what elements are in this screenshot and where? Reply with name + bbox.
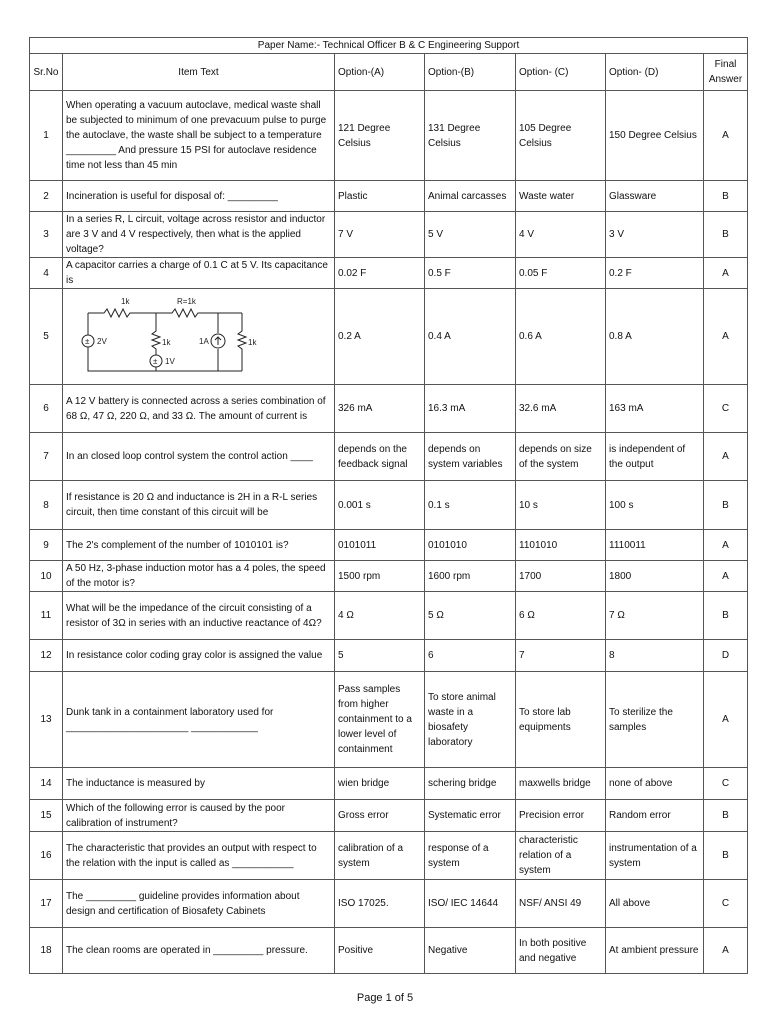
sr-cell: 13: [30, 672, 63, 768]
option-a-cell: 5: [335, 640, 425, 672]
option-b-cell: response of a system: [425, 832, 516, 880]
option-d-cell: 150 Degree Celsius: [606, 91, 704, 181]
question-row: [30, 481, 748, 530]
question-row: [30, 928, 748, 974]
circuit-i1-label: 1A: [199, 336, 209, 346]
sr-cell: 4: [30, 258, 63, 289]
final-answer-cell: D: [704, 640, 748, 672]
item-text-cell: The _________ guideline provides information about design and certification of Biosafety Cabinets: [63, 880, 335, 928]
option-c-cell: 0.05 F: [516, 258, 606, 289]
option-c-cell: 7: [516, 640, 606, 672]
item-text-cell: A 12 V battery is connected across a series combination of 68 Ω, 47 Ω, 220 Ω, and 33 Ω. The amount of current is: [63, 385, 335, 433]
question-row: [30, 768, 748, 800]
page-footer: Page 1 of 5: [356, 992, 414, 1004]
question-row: [30, 832, 748, 880]
option-c-cell: 4 V: [516, 212, 606, 258]
question-row: [30, 433, 748, 481]
option-b-cell: 16.3 mA: [425, 385, 516, 433]
sr-cell: 9: [30, 530, 63, 561]
option-b-cell: 0101010: [425, 530, 516, 561]
option-d-cell: Glassware: [606, 181, 704, 212]
question-row: [30, 592, 748, 640]
option-d-cell: All above: [606, 880, 704, 928]
option-a-cell: 0.2 A: [335, 289, 425, 385]
final-answer-cell: A: [704, 289, 748, 385]
item-text-cell: The characteristic that provides an output with respect to the relation with the input is called as ___________: [63, 832, 335, 880]
option-d-cell: none of above: [606, 768, 704, 800]
final-answer-cell: A: [704, 928, 748, 974]
item-text-cell: When operating a vacuum autoclave, medical waste shall be subjected to minimum of one prevacuum pulse to purge the autoclave, the waste shall be subject to a temperature _________ And pressure 15 PSI for autoclave residence time not less than 45 min: [63, 91, 335, 181]
option-a-cell: Positive: [335, 928, 425, 974]
option-d-cell: At ambient pressure: [606, 928, 704, 974]
option-d-cell: is independent of the output: [606, 433, 704, 481]
sr-cell: 8: [30, 481, 63, 530]
item-text-cell: Incineration is useful for disposal of: _________: [63, 181, 335, 212]
item-text-cell: In an closed loop control system the control action ____: [63, 433, 335, 481]
option-c-cell: To store lab equipments: [516, 672, 606, 768]
option-a-cell: depends on the feedback signal: [335, 433, 425, 481]
option-a-cell: 326 mA: [335, 385, 425, 433]
circuit-r1-label: 1k: [121, 296, 130, 306]
option-c-cell: Waste water: [516, 181, 606, 212]
question-row: [30, 880, 748, 928]
question-row: [30, 181, 748, 212]
option-b-cell: depends on system variables: [425, 433, 516, 481]
option-b-cell: 1600 rpm: [425, 561, 516, 592]
sr-cell: 5: [30, 289, 63, 385]
question-row: [30, 530, 748, 561]
option-d-cell: 100 s: [606, 481, 704, 530]
option-c-cell: 105 Degree Celsius: [516, 91, 606, 181]
item-text-cell: Which of the following error is caused by the poor calibration of instrument?: [63, 800, 335, 832]
option-a-cell: 121 Degree Celsius: [335, 91, 425, 181]
svg-text:±: ±: [153, 356, 158, 366]
option-a-cell: 4 Ω: [335, 592, 425, 640]
option-d-cell: 163 mA: [606, 385, 704, 433]
header-sr-no: Sr.No: [30, 54, 63, 91]
sr-cell: 17: [30, 880, 63, 928]
option-d-cell: 0.8 A: [606, 289, 704, 385]
option-d-cell: instrumentation of a system: [606, 832, 704, 880]
question-row: [30, 212, 748, 258]
item-text-cell: The clean rooms are operated in _________ pressure.: [63, 928, 335, 974]
final-answer-cell: A: [704, 672, 748, 768]
option-a-cell: 7 V: [335, 212, 425, 258]
final-answer-cell: A: [704, 433, 748, 481]
final-answer-cell: C: [704, 880, 748, 928]
sr-cell: 12: [30, 640, 63, 672]
final-answer-cell: A: [704, 561, 748, 592]
sr-cell: 1: [30, 91, 63, 181]
option-d-cell: Random error: [606, 800, 704, 832]
option-b-cell: 0.4 A: [425, 289, 516, 385]
option-a-cell: calibration of a system: [335, 832, 425, 880]
final-answer-cell: A: [704, 530, 748, 561]
circuit-r4-label: 1k: [248, 337, 257, 347]
option-c-cell: 32.6 mA: [516, 385, 606, 433]
option-a-cell: 0101011: [335, 530, 425, 561]
option-c-cell: depends on size of the system: [516, 433, 606, 481]
option-a-cell: Plastic: [335, 181, 425, 212]
option-d-cell: To sterilize the samples: [606, 672, 704, 768]
option-d-cell: 1110011: [606, 530, 704, 561]
option-b-cell: 5 Ω: [425, 592, 516, 640]
final-answer-cell: C: [704, 768, 748, 800]
item-text-cell: If resistance is 20 Ω and inductance is 2H in a R-L series circuit, then time constant of this circuit will be: [63, 481, 335, 530]
final-answer-cell: B: [704, 800, 748, 832]
final-answer-cell: B: [704, 832, 748, 880]
svg-text:±: ±: [85, 336, 90, 346]
option-c-cell: 1101010: [516, 530, 606, 561]
header-option-d: Option- (D): [606, 54, 704, 91]
option-b-cell: ISO/ IEC 14644: [425, 880, 516, 928]
question-row: [30, 258, 748, 289]
option-d-cell: 3 V: [606, 212, 704, 258]
item-text-cell: [63, 289, 335, 385]
option-c-cell: 0.6 A: [516, 289, 606, 385]
option-b-cell: 5 V: [425, 212, 516, 258]
item-text-cell: What will be the impedance of the circuit consisting of a resistor of 3Ω in series with an inductive reactance of 4Ω?: [63, 592, 335, 640]
circuit-v1-label: 2V: [97, 336, 107, 346]
sr-cell: 3: [30, 212, 63, 258]
option-a-cell: Pass samples from higher containment to a lower level of containment: [335, 672, 425, 768]
item-text-cell: Dunk tank in a containment laboratory used for ______________________ ____________: [63, 672, 335, 768]
sr-cell: 14: [30, 768, 63, 800]
final-answer-cell: A: [704, 91, 748, 181]
final-answer-cell: B: [704, 592, 748, 640]
option-b-cell: Systematic error: [425, 800, 516, 832]
item-text-cell: In resistance color coding gray color is assigned the value: [63, 640, 335, 672]
item-text-cell: In a series R, L circuit, voltage across resistor and inductor are 3 V and 4 V respectively, then what is the applied voltage?: [63, 212, 335, 258]
header-option-a: Option-(A): [335, 54, 425, 91]
option-b-cell: schering bridge: [425, 768, 516, 800]
question-row: [30, 640, 748, 672]
sr-cell: 7: [30, 433, 63, 481]
circuit-r3-label: 1k: [162, 337, 171, 347]
option-c-cell: NSF/ ANSI 49: [516, 880, 606, 928]
option-d-cell: 0.2 F: [606, 258, 704, 289]
item-text-cell: A 50 Hz, 3-phase induction motor has a 4 poles, the speed of the motor is?: [63, 561, 335, 592]
header-option-c: Option- (C): [516, 54, 606, 91]
question-row: [30, 800, 748, 832]
question-table: [29, 37, 748, 974]
option-a-cell: wien bridge: [335, 768, 425, 800]
circuit-v2-label: 1V: [165, 356, 175, 366]
sr-cell: 2: [30, 181, 63, 212]
option-b-cell: 6: [425, 640, 516, 672]
option-b-cell: To store animal waste in a biosafety laboratory: [425, 672, 516, 768]
question-row: [30, 289, 748, 385]
header-option-b: Option-(B): [425, 54, 516, 91]
question-row: [30, 672, 748, 768]
circuit-r2-label: R=1k: [177, 296, 196, 306]
sr-cell: 10: [30, 561, 63, 592]
item-text-cell: The 2's complement of the number of 1010101 is?: [63, 530, 335, 561]
question-row: [30, 561, 748, 592]
option-c-cell: 6 Ω: [516, 592, 606, 640]
final-answer-cell: B: [704, 481, 748, 530]
option-c-cell: 1700: [516, 561, 606, 592]
option-c-cell: characteristic relation of a system: [516, 832, 606, 880]
sr-cell: 16: [30, 832, 63, 880]
option-c-cell: 10 s: [516, 481, 606, 530]
option-a-cell: 0.001 s: [335, 481, 425, 530]
final-answer-cell: C: [704, 385, 748, 433]
option-d-cell: 1800: [606, 561, 704, 592]
final-answer-cell: A: [704, 258, 748, 289]
option-b-cell: Negative: [425, 928, 516, 974]
option-d-cell: 8: [606, 640, 704, 672]
option-c-cell: Precision error: [516, 800, 606, 832]
option-b-cell: 131 Degree Celsius: [425, 91, 516, 181]
final-answer-cell: B: [704, 212, 748, 258]
circuit-diagram: [66, 293, 266, 381]
sr-cell: 15: [30, 800, 63, 832]
sr-cell: 6: [30, 385, 63, 433]
question-row: [30, 91, 748, 181]
header-item-text: Item Text: [63, 54, 335, 91]
option-c-cell: In both positive and negative: [516, 928, 606, 974]
option-b-cell: 0.5 F: [425, 258, 516, 289]
option-a-cell: Gross error: [335, 800, 425, 832]
option-b-cell: 0.1 s: [425, 481, 516, 530]
header-final-answer: Final Answer: [704, 54, 748, 91]
option-d-cell: 7 Ω: [606, 592, 704, 640]
question-row: [30, 385, 748, 433]
option-a-cell: 0.02 F: [335, 258, 425, 289]
sr-cell: 11: [30, 592, 63, 640]
item-text-cell: The inductance is measured by: [63, 768, 335, 800]
option-b-cell: Animal carcasses: [425, 181, 516, 212]
final-answer-cell: B: [704, 181, 748, 212]
paper-title: Paper Name:- Technical Officer B & C Engineering Support: [30, 38, 748, 54]
sr-cell: 18: [30, 928, 63, 974]
option-c-cell: maxwells bridge: [516, 768, 606, 800]
item-text-cell: A capacitor carries a charge of 0.1 C at 5 V. Its capacitance is: [63, 258, 335, 289]
option-a-cell: 1500 rpm: [335, 561, 425, 592]
option-a-cell: ISO 17025.: [335, 880, 425, 928]
